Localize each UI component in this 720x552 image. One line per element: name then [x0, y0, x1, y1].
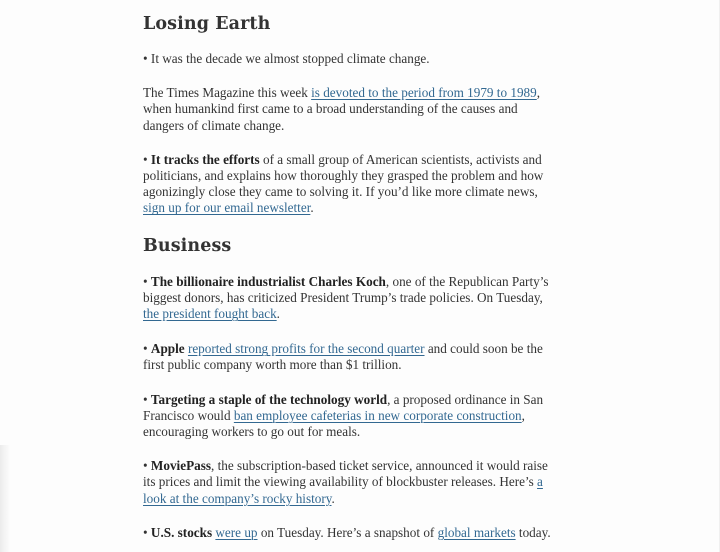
link-moviepass-history[interactable]: a look at the company’s rocky history: [143, 474, 543, 506]
paragraph-charles-koch: [143, 274, 561, 323]
bullet: •: [143, 273, 148, 289]
paragraph-text: today.: [515, 524, 551, 540]
bullet: •: [143, 51, 148, 66]
bold-lead: Apple: [150, 341, 185, 357]
link-ban-cafeterias[interactable]: ban employee cafeterias in new corporate construction: [233, 407, 522, 423]
link-email-newsletter[interactable]: sign up for our email newsletter: [143, 200, 311, 216]
article-body: [143, 0, 561, 541]
section-heading-losing-earth: Losing Earth: [143, 14, 271, 34]
paragraph-us-stocks: [143, 525, 561, 541]
bold-lead: MoviePass: [150, 458, 211, 474]
bullet: •: [143, 524, 148, 540]
bold-lead: The billionaire industrialist Charles Koch: [150, 273, 386, 289]
paragraph-text: , one of the Republican Party’s biggest donors, has criticized President Trump’s trade policies. On Tuesday,: [143, 273, 549, 305]
link-stocks-were-up[interactable]: were up: [215, 524, 258, 540]
section-heading-business: Business: [143, 235, 232, 256]
bold-lead: It tracks the efforts: [150, 151, 260, 167]
paragraph-text: .: [331, 490, 335, 506]
paragraph-moviepass: [143, 458, 561, 507]
paragraph-tracks-efforts: [143, 152, 561, 217]
link-apple-profits[interactable]: reported strong profits for the second quarter: [187, 341, 425, 357]
link-global-markets[interactable]: global markets: [437, 524, 516, 540]
bold-lead: U.S. stocks: [150, 524, 213, 540]
paragraph-text: on Tuesday. Here’s a snapshot of: [257, 524, 438, 540]
paragraph-text: It was the decade we almost stopped climate change.: [147, 51, 430, 66]
link-president-fought-back[interactable]: the president fought back: [143, 306, 277, 322]
bullet: •: [143, 458, 148, 474]
link-period-1979-1989[interactable]: is devoted to the period from 1979 to 1989: [311, 85, 537, 101]
paragraph-apple: [143, 341, 561, 373]
bold-lead: Targeting a staple of the technology world: [150, 391, 388, 407]
paragraph-text: , when humankind first came to a broad understanding of the causes and dangers of climate change.: [143, 85, 541, 133]
bullet: •: [143, 151, 148, 167]
paragraph-tech-cafeterias: [143, 392, 561, 441]
paragraph-text: , a proposed ordinance in San Francisco would: [143, 391, 544, 423]
paragraph-text: .: [310, 200, 314, 216]
paragraph-text: The Times Magazine this week: [143, 85, 312, 101]
paragraph-text: , the subscription-based ticket service, announced it would raise its prices and limit the viewing availability of blockbuster releases. Here’s: [143, 458, 548, 490]
paragraph-text: , encouraging workers to go out for meals.: [143, 407, 525, 440]
left-edge-shadow: [0, 445, 10, 552]
paragraph-text: of a small group of American scientists, activists and politicians, and explains how thoroughly they grasped the problem and how agonizingly close they came to solving it. If you’d like more climate news,: [143, 151, 544, 200]
paragraph-decade: [143, 51, 561, 67]
paragraph-times-magazine: [143, 85, 561, 134]
bullet: •: [143, 341, 148, 357]
paragraph-text: .: [276, 306, 280, 322]
bullet: •: [143, 391, 148, 407]
paragraph-text: and could soon be the first public company worth more than $1 trillion.: [143, 341, 543, 373]
